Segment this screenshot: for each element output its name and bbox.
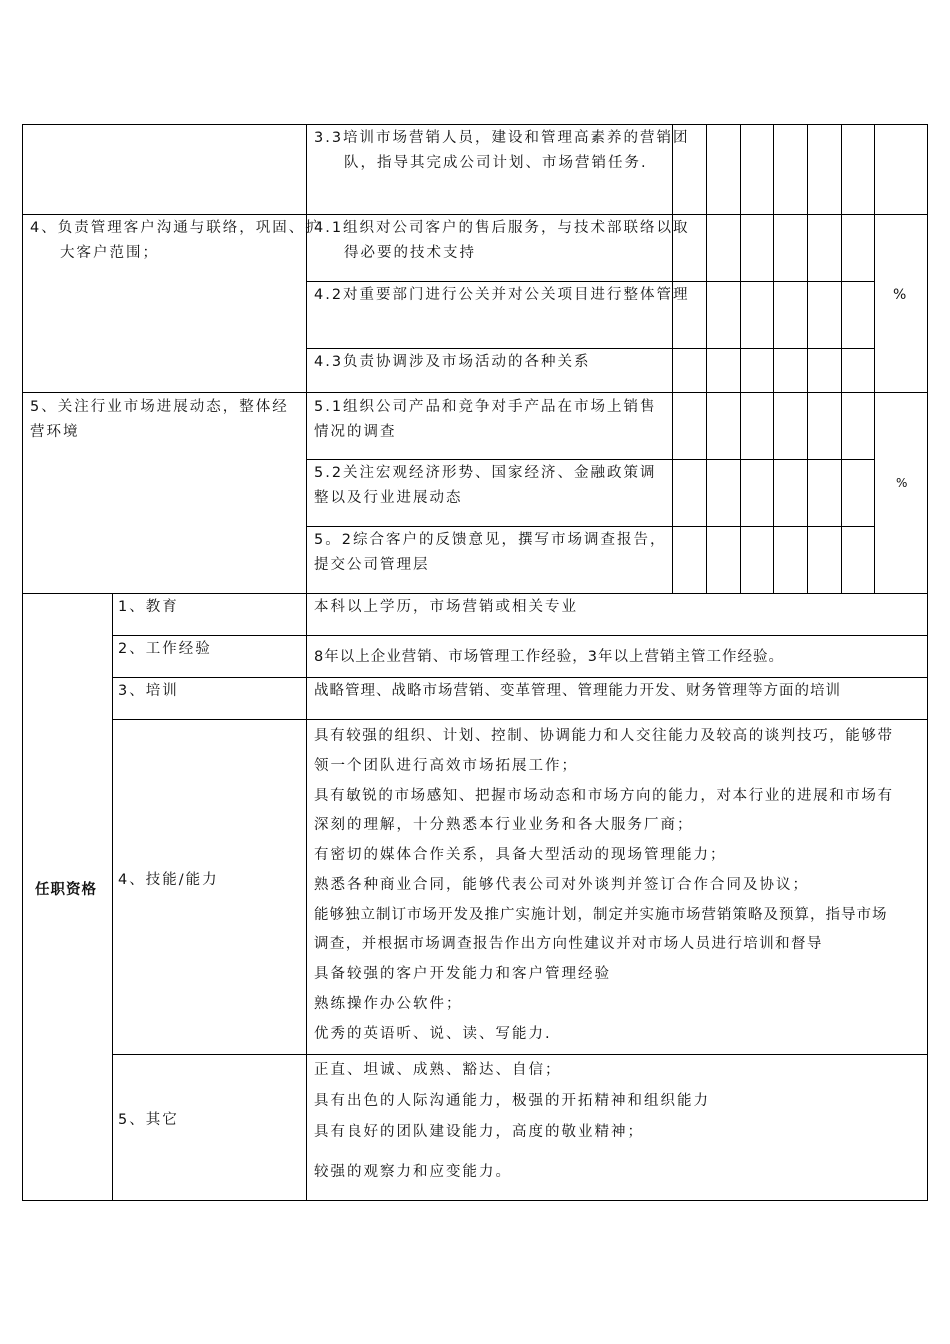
skill-line: 有密切的媒体合作关系，具备大型活动的现场管理能力； (314, 847, 727, 863)
task-cell: 5。2综合客户的反馈意见，撰写市场调查报告，提交公司管理层 (314, 532, 667, 573)
qualification-content: 8年以上企业营销、市场管理工作经验，3年以上营销主管工作经验。 (314, 649, 784, 665)
qualification-content: 本科以上学历，市场营销或相关专业 (314, 599, 578, 615)
trait-line: 具有良好的团队建设能力，高度的敬业精神； (314, 1124, 644, 1140)
task-cell: 4.3负责协调涉及市场活动的各种关系 (314, 354, 591, 370)
skill-line: 具备较强的客户开发能力和客户管理经验 (314, 966, 611, 982)
row-divider (112, 635, 928, 636)
qualification-label: 1、教育 (118, 599, 179, 615)
row-divider (22, 214, 928, 215)
qualification-label: 4、技能/能力 (118, 872, 219, 888)
qualification-label: 5、其它 (118, 1112, 179, 1128)
section-label: 任职资格 (35, 882, 97, 898)
grid-column-line (672, 124, 673, 593)
qualification-label: 2、工作经验 (118, 641, 212, 657)
table-border-right (927, 124, 928, 1201)
skill-line: 领一个团队进行高效市场拓展工作； (314, 758, 578, 774)
qualification-label: 3、培训 (118, 683, 179, 699)
skill-line: 深刻的理解，十分熟悉本行业业务和各大服务厂商； (314, 817, 694, 833)
row-divider (112, 719, 928, 720)
row-divider (306, 526, 874, 527)
task-cell: 4.1组织对公司客户的售后服务，与技术部联络以取得必要的技术支持 (314, 220, 690, 261)
task-cell: 5.1组织公司产品和竞争对手产品在市场上销售情况的调查 (314, 399, 657, 440)
row-divider (22, 593, 928, 594)
duty-label: 4、负责管理客户沟通与联络，巩固、扩大客户范围； (30, 220, 322, 261)
skill-line: 熟练操作办公软件； (314, 996, 463, 1012)
weight-percent: % (896, 476, 908, 490)
table-border-bottom (22, 1200, 928, 1201)
skill-line: 具有较强的组织、计划、控制、协调能力和人交往能力及较高的谈判技巧，能够带 (314, 728, 894, 744)
qualification-content: 战略管理、战略市场营销、变革管理、管理能力开发、财务管理等方面的培训 (314, 683, 841, 699)
skill-line: 优秀的英语听、说、读、写能力. (314, 1026, 552, 1042)
task-cell: 5.2关注宏观经济形势、国家经济、金融政策调整以及行业进展动态 (314, 465, 657, 506)
trait-line: 较强的观察力和应变能力。 (314, 1164, 512, 1180)
column-divider (306, 124, 307, 1201)
table-border-top (22, 124, 928, 125)
column-divider (112, 593, 113, 1201)
row-divider (112, 677, 928, 678)
row-divider (306, 281, 874, 282)
table-border-left (22, 124, 23, 1201)
duty-label: 5、关注行业市场进展动态，整体经营环境 (30, 399, 289, 440)
row-divider (112, 1054, 928, 1055)
trait-line: 正直、坦诚、成熟、豁达、自信； (314, 1062, 562, 1078)
row-divider (306, 348, 874, 349)
skill-line: 调查，并根据市场调查报告作出方向性建议并对市场人员进行培训和督导 (314, 936, 823, 952)
grid-column-line (740, 124, 741, 593)
weight-percent: % (893, 287, 907, 303)
task-cell: 4.2对重要部门进行公关并对公关项目进行整体管理 (314, 287, 690, 303)
grid-column-line (807, 124, 808, 593)
task-cell: 3.3培训市场营销人员，建设和管理高素养的营销团队，指导其完成公司计划、市场营销任务. (314, 130, 690, 171)
row-divider (306, 459, 874, 460)
skill-line: 具有敏锐的市场感知、把握市场动态和市场方向的能力，对本行业的进展和市场有 (314, 788, 894, 804)
trait-line: 具有出色的人际沟通能力，极强的开拓精神和组织能力 (314, 1093, 710, 1109)
grid-column-line (773, 124, 774, 593)
skill-line: 能够独立制订市场开发及推广实施计划，制定并实施市场营销策略及预算，指导市场 (314, 907, 888, 923)
grid-column-line (706, 124, 707, 593)
skill-line: 熟悉各种商业合同，能够代表公司对外谈判并签订合作合同及协议； (314, 877, 809, 893)
row-divider (22, 392, 928, 393)
grid-column-line (874, 124, 875, 593)
grid-column-line (841, 124, 842, 593)
